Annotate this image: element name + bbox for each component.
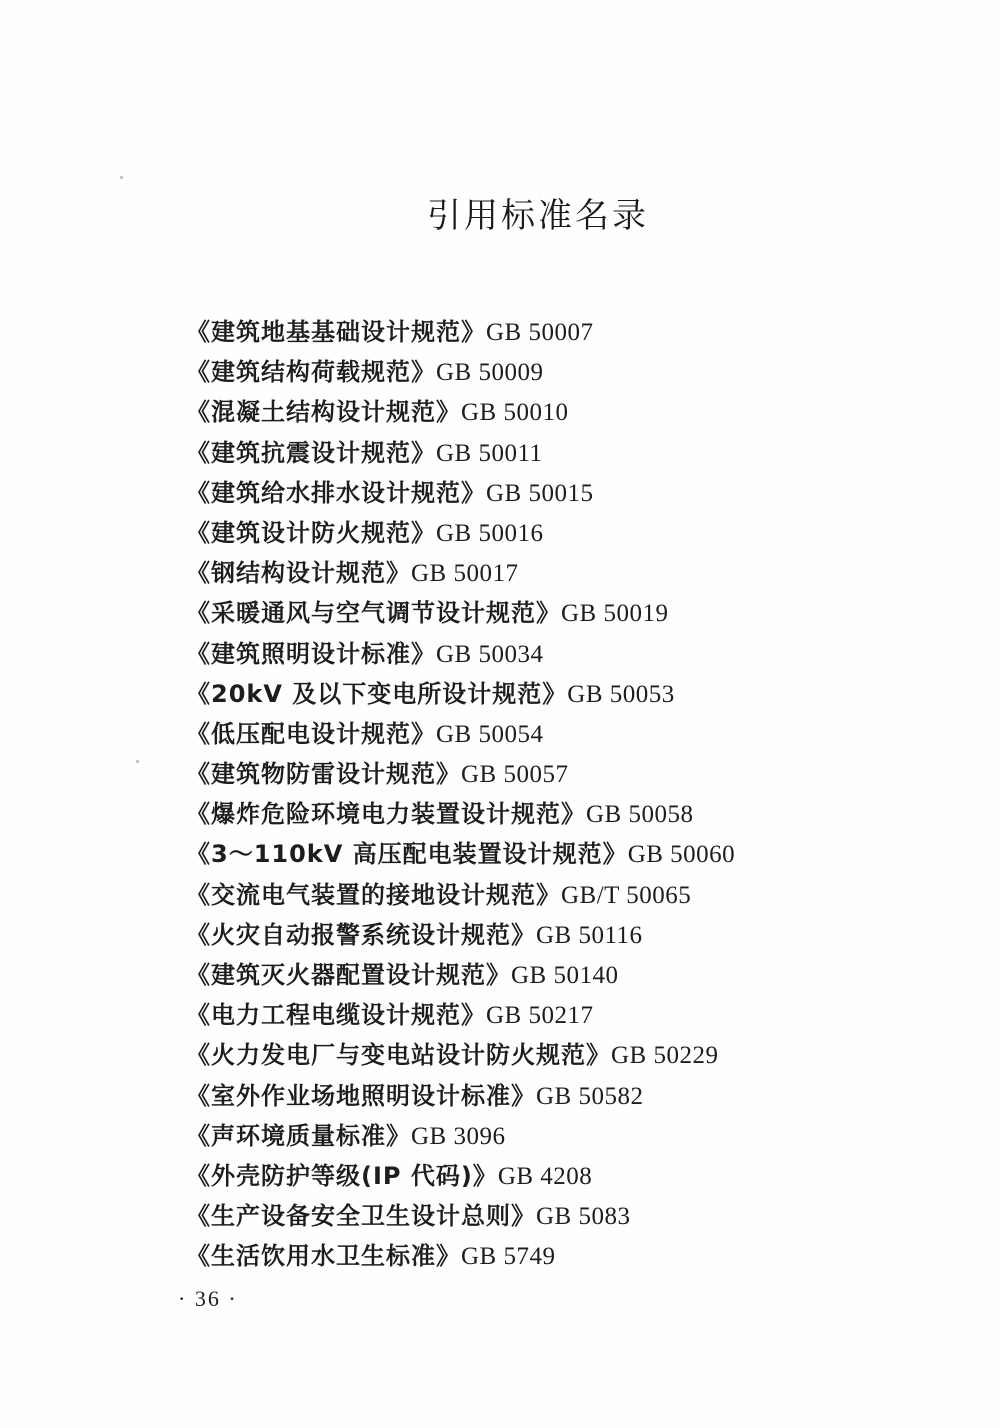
reference-item xyxy=(186,915,735,955)
reference-item xyxy=(186,1035,735,1075)
reference-code: GB 50015 xyxy=(486,479,594,507)
reference-title: 《电力工程电缆设计规范》 xyxy=(186,1001,486,1030)
reference-item xyxy=(186,1196,735,1236)
reference-item xyxy=(186,955,735,995)
reference-item xyxy=(186,312,735,352)
reference-code: GB 50217 xyxy=(486,1002,594,1030)
reference-item xyxy=(186,754,735,794)
reference-item xyxy=(186,1116,735,1156)
reference-title: 《建筑物防雷设计规范》 xyxy=(186,760,461,789)
reference-item xyxy=(186,433,735,473)
reference-code: GB 50116 xyxy=(536,921,643,949)
reference-title: 《混凝土结构设计规范》 xyxy=(186,398,461,427)
reference-title: 《建筑设计防火规范》 xyxy=(186,518,436,547)
reference-code: GB 50009 xyxy=(436,359,544,387)
reference-code: GB 5749 xyxy=(461,1243,556,1271)
reference-item xyxy=(186,995,735,1035)
reference-item xyxy=(186,593,735,633)
reference-title: 《爆炸危险环境电力装置设计规范》 xyxy=(186,800,586,829)
reference-title: 《交流电气装置的接地设计规范》 xyxy=(186,880,561,909)
reference-item xyxy=(186,714,735,754)
reference-code: GB 50057 xyxy=(461,761,569,789)
reference-code: GB 50140 xyxy=(511,962,619,989)
reference-title: 《3～110kV 高压配电装置设计规范》 xyxy=(186,840,628,869)
reference-code: GB 50054 xyxy=(436,720,544,748)
page-number: · 36 · xyxy=(178,1286,238,1311)
reference-title: 《火灾自动报警系统设计规范》 xyxy=(186,920,536,949)
reference-title: 《外壳防护等级(IP 代码)》 xyxy=(186,1161,498,1190)
reference-title: 《20kV 及以下变电所设计规范》 xyxy=(186,679,568,708)
reference-item xyxy=(186,392,735,432)
reference-title: 《火力发电厂与变电站设计防火规范》 xyxy=(186,1041,611,1070)
reference-code: GB 4208 xyxy=(497,1162,593,1190)
reference-title: 《建筑照明设计标准》 xyxy=(186,639,436,668)
reference-code: GB 50007 xyxy=(486,319,594,346)
reference-code: GB 50016 xyxy=(436,519,544,547)
reference-title: 《钢结构设计规范》 xyxy=(186,559,411,588)
reference-title: 《建筑结构荷载规范》 xyxy=(186,358,436,387)
scan-speck xyxy=(120,176,123,179)
reference-title: 《生活饮用水卫生标准》 xyxy=(186,1242,461,1271)
reference-code: GB 50034 xyxy=(436,640,544,668)
reference-code: GB 50017 xyxy=(411,560,519,588)
reference-item xyxy=(186,794,735,834)
reference-title: 《采暖通风与空气调节设计规范》 xyxy=(186,599,561,628)
reference-title: 《生产设备安全卫生设计总则》 xyxy=(186,1202,536,1231)
reference-item xyxy=(186,634,735,674)
reference-item xyxy=(186,834,735,874)
reference-code: GB 50060 xyxy=(627,841,736,869)
reference-item xyxy=(186,1156,735,1196)
reference-title: 《建筑抗震设计规范》 xyxy=(186,438,436,467)
reference-title: 《室外作业场地照明设计标准》 xyxy=(186,1081,536,1110)
reference-item xyxy=(186,473,735,513)
reference-item xyxy=(186,553,735,593)
reference-code: GB 3096 xyxy=(411,1122,506,1150)
reference-item xyxy=(186,875,735,915)
reference-title: 《声环境质量标准》 xyxy=(186,1121,411,1150)
reference-item xyxy=(186,674,735,714)
reference-item xyxy=(186,1076,735,1116)
reference-code: GB 50019 xyxy=(561,600,669,628)
reference-code: GB 50582 xyxy=(536,1082,644,1110)
scan-speck xyxy=(136,760,139,763)
reference-code: GB 50010 xyxy=(461,399,569,427)
reference-item xyxy=(186,1236,735,1276)
reference-code: GB 50053 xyxy=(567,680,675,708)
reference-title: 《建筑灭火器配置设计规范》 xyxy=(186,961,511,989)
reference-item xyxy=(186,513,735,553)
reference-code: GB 5083 xyxy=(536,1203,631,1231)
reference-code: GB/T 50065 xyxy=(561,881,692,909)
reference-code: GB 50011 xyxy=(436,439,543,467)
page-title: 引用标准名录 xyxy=(427,196,649,236)
reference-list xyxy=(186,312,735,1277)
reference-code: GB 50229 xyxy=(611,1042,719,1070)
reference-title: 《建筑地基基础设计规范》 xyxy=(186,318,486,346)
reference-code: GB 50058 xyxy=(586,801,694,829)
reference-item xyxy=(186,352,735,392)
reference-title: 《建筑给水排水设计规范》 xyxy=(186,478,486,507)
reference-title: 《低压配电设计规范》 xyxy=(186,719,436,748)
